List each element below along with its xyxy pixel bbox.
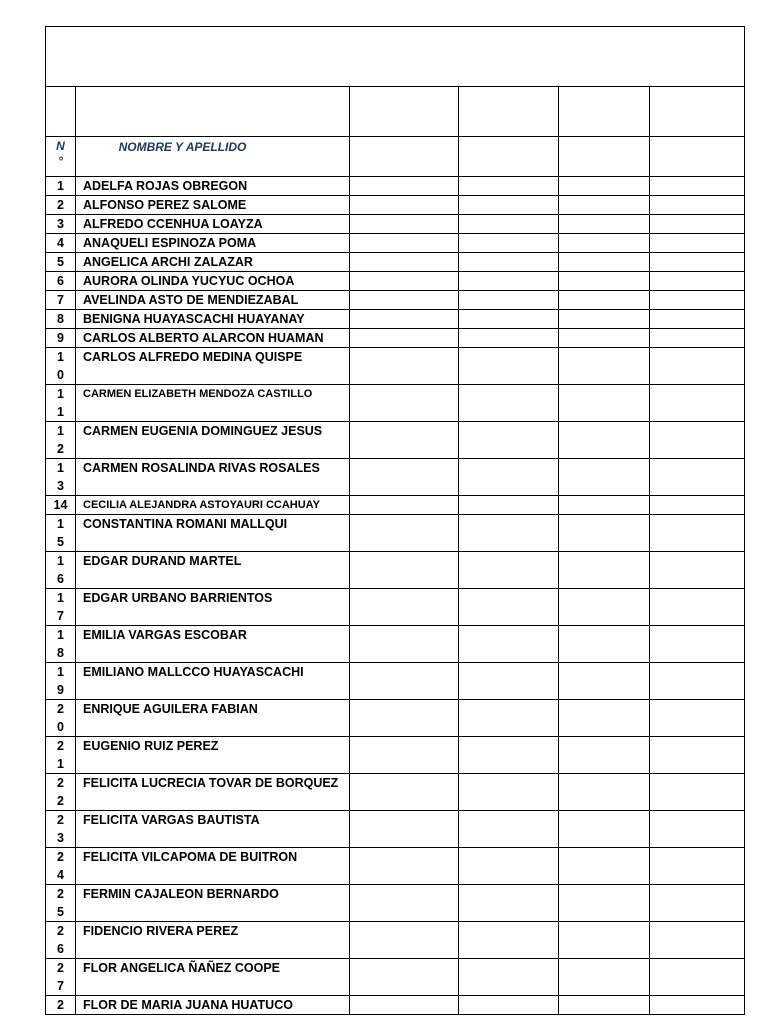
row-number: [46, 272, 76, 291]
number-header-line1: N: [56, 139, 65, 153]
row-number-line1: 2: [57, 924, 64, 938]
blank-cell: [559, 196, 650, 215]
blank-cell: [559, 496, 650, 515]
blank-cell: [650, 385, 745, 422]
blank-cell: [559, 234, 650, 253]
blank-cell: [350, 885, 459, 922]
row-number-line1: 1: [57, 628, 64, 642]
row-number-line2: 7: [57, 609, 64, 623]
row-number-line2: 1: [57, 405, 64, 419]
row-number-line2: 3: [57, 479, 64, 493]
blank-cell: [559, 737, 650, 774]
blank-cell: [559, 996, 650, 1015]
blank-cell: [650, 922, 745, 959]
blank-cell: [350, 215, 459, 234]
blank-cell: [459, 310, 559, 329]
blank-cell: [559, 310, 650, 329]
blank-cell: [350, 922, 459, 959]
row-number-line2: 0: [57, 720, 64, 734]
blank-cell: [559, 663, 650, 700]
row-number: [46, 552, 76, 589]
blank-cell: [650, 774, 745, 811]
blank-cell: [650, 589, 745, 626]
row-number-line2: 9: [57, 683, 64, 697]
blank-cell: [559, 959, 650, 996]
row-number: [46, 196, 76, 215]
row-number: [46, 348, 76, 385]
blank-cell: [559, 215, 650, 234]
blank-cell: [350, 385, 459, 422]
row-number-line1: 2: [57, 198, 64, 212]
person-name: CARLOS ALBERTO ALARCON HUAMAN: [76, 329, 350, 348]
table-row: [46, 589, 745, 626]
blank-cell: [459, 422, 559, 459]
table-row: [46, 811, 745, 848]
blank-cell: [350, 700, 459, 737]
blank-cell: [650, 885, 745, 922]
blank-cell: [350, 459, 459, 496]
number-header: [46, 137, 76, 177]
table-row: [46, 234, 745, 253]
row-number-line1: 2: [57, 887, 64, 901]
blank-cell: [650, 234, 745, 253]
row-number: [46, 737, 76, 774]
row-number-line1: 9: [57, 331, 64, 345]
blank-cell: [350, 811, 459, 848]
row-number-line1: 14: [53, 498, 68, 512]
row-number-line1: 2: [57, 813, 64, 827]
row-number-line2: 2: [57, 794, 64, 808]
blank-cell: [350, 663, 459, 700]
blank-cell: [459, 253, 559, 272]
blank-cell: [459, 959, 559, 996]
blank-cell: [559, 253, 650, 272]
row-number-line1: 1: [57, 387, 64, 401]
blank-cell: [459, 626, 559, 663]
table-row: [46, 291, 745, 310]
row-number: [46, 848, 76, 885]
number-header-line2: °: [58, 154, 63, 168]
blank-cell: [650, 348, 745, 385]
title-cell: [46, 27, 745, 87]
person-name: FELICITA VILCAPOMA DE BUITRON: [76, 848, 350, 885]
person-name: EDGAR URBANO BARRIENTOS: [76, 589, 350, 626]
blank-cell: [559, 700, 650, 737]
blank-cell: [459, 348, 559, 385]
row-number: [46, 496, 76, 515]
row-number-line2: 7: [57, 979, 64, 993]
blank-cell: [350, 996, 459, 1015]
person-name: ANAQUELI ESPINOZA POMA: [76, 234, 350, 253]
row-number: [46, 959, 76, 996]
blank-cell: [650, 848, 745, 885]
row-number: [46, 663, 76, 700]
blank-cell: [459, 137, 559, 177]
blank-cell: [350, 272, 459, 291]
row-number: [46, 515, 76, 552]
blank-cell: [350, 496, 459, 515]
blank-cell: [650, 329, 745, 348]
blank-cell: [459, 663, 559, 700]
table-row: [46, 253, 745, 272]
blank-cell: [350, 137, 459, 177]
row-number-line1: 1: [57, 517, 64, 531]
blank-cell: [559, 515, 650, 552]
row-number: [46, 589, 76, 626]
row-number-line1: 2: [57, 702, 64, 716]
blank-cell: [459, 272, 559, 291]
blank-cell: [650, 272, 745, 291]
blank-cell: [459, 329, 559, 348]
table-row: [46, 515, 745, 552]
blank-cell: [559, 177, 650, 196]
blank-cell: [650, 700, 745, 737]
blank-cell: [559, 885, 650, 922]
row-number-line1: 4: [57, 236, 64, 250]
person-name: AURORA OLINDA YUCYUC OCHOA: [76, 272, 350, 291]
person-name: CARMEN EUGENIA DOMINGUEZ JESUS: [76, 422, 350, 459]
row-number: [46, 459, 76, 496]
person-name: ENRIQUE AGUILERA FABIAN: [76, 700, 350, 737]
blank-cell: [650, 663, 745, 700]
row-number-line1: 2: [57, 850, 64, 864]
blank-cell: [350, 626, 459, 663]
row-number: [46, 996, 76, 1015]
blank-cell: [459, 811, 559, 848]
person-name: BENIGNA HUAYASCACHI HUAYANAY: [76, 310, 350, 329]
blank-cell: [650, 177, 745, 196]
table-row: [46, 196, 745, 215]
blank-cell: [350, 552, 459, 589]
row-number: [46, 385, 76, 422]
blank-cell: [459, 459, 559, 496]
blank-cell: [559, 87, 650, 137]
blank-cell: [559, 811, 650, 848]
blank-cell: [650, 515, 745, 552]
blank-cell: [650, 196, 745, 215]
name-header: NOMBRE Y APELLIDO: [76, 137, 350, 177]
blank-cell: [559, 459, 650, 496]
row-number-line1: 1: [57, 665, 64, 679]
person-name: FERMIN CAJALEON BERNARDO: [76, 885, 350, 922]
blank-cell: [459, 291, 559, 310]
row-number-line1: 2: [57, 739, 64, 753]
table-row: [46, 422, 745, 459]
row-number-line1: 7: [57, 293, 64, 307]
table-row: [46, 329, 745, 348]
blank-cell: [459, 552, 559, 589]
blank-cell: [350, 422, 459, 459]
blank-cell: [459, 589, 559, 626]
row-number-line2: 6: [57, 572, 64, 586]
blank-cell: [650, 552, 745, 589]
row-number-line2: 5: [57, 905, 64, 919]
person-name: ALFREDO CCENHUA LOAYZA: [76, 215, 350, 234]
blank-cell: [650, 422, 745, 459]
blank-cell: [46, 87, 76, 137]
blank-cell: [559, 348, 650, 385]
person-name: CONSTANTINA ROMANI MALLQUI: [76, 515, 350, 552]
person-name: FLOR DE MARIA JUANA HUATUCO: [76, 996, 350, 1015]
person-name: EMILIANO MALLCCO HUAYASCACHI: [76, 663, 350, 700]
row-number-line1: 2: [57, 776, 64, 790]
table-row: [46, 310, 745, 329]
blank-cell: [459, 515, 559, 552]
column-header-row: [46, 137, 745, 177]
row-number-line2: 6: [57, 942, 64, 956]
row-number-line1: 2: [57, 961, 64, 975]
person-name: FELICITA VARGAS BAUTISTA: [76, 811, 350, 848]
blank-cell: [459, 700, 559, 737]
row-number-line2: 3: [57, 831, 64, 845]
blank-cell: [350, 515, 459, 552]
blank-cell: [559, 137, 650, 177]
person-name: AVELINDA ASTO DE MENDIEZABAL: [76, 291, 350, 310]
table-row: [46, 663, 745, 700]
blank-cell: [350, 329, 459, 348]
blank-cell: [459, 848, 559, 885]
blank-cell: [559, 329, 650, 348]
person-name: FLOR ANGELICA ÑAÑEZ COOPE: [76, 959, 350, 996]
blank-cell: [350, 291, 459, 310]
blank-cell: [76, 87, 350, 137]
row-number-line2: 5: [57, 535, 64, 549]
blank-cell: [459, 215, 559, 234]
row-number: [46, 329, 76, 348]
blank-cell: [559, 774, 650, 811]
row-number-line2: 8: [57, 646, 64, 660]
blank-cell: [650, 253, 745, 272]
blank-cell: [559, 272, 650, 291]
table-row: [46, 215, 745, 234]
person-name: EUGENIO RUIZ PEREZ: [76, 737, 350, 774]
row-number: [46, 700, 76, 737]
row-number-line1: 1: [57, 350, 64, 364]
row-number: [46, 253, 76, 272]
row-number-line2: 4: [57, 868, 64, 882]
row-number-line2: 2: [57, 442, 64, 456]
row-number-line1: 1: [57, 179, 64, 193]
table-row: [46, 700, 745, 737]
blank-cell: [350, 959, 459, 996]
table-row: [46, 272, 745, 291]
blank-cell: [350, 737, 459, 774]
blank-cell: [650, 459, 745, 496]
blank-cell: [559, 848, 650, 885]
blank-header-row: [46, 87, 745, 137]
table-row: [46, 996, 745, 1015]
blank-cell: [459, 385, 559, 422]
blank-cell: [650, 215, 745, 234]
row-number-line1: 6: [57, 274, 64, 288]
person-name: EDGAR DURAND MARTEL: [76, 552, 350, 589]
blank-cell: [459, 774, 559, 811]
row-number-line1: 3: [57, 217, 64, 231]
person-name: ANGELICA ARCHI ZALAZAR: [76, 253, 350, 272]
blank-cell: [650, 959, 745, 996]
row-number: [46, 626, 76, 663]
table-row: [46, 774, 745, 811]
blank-cell: [559, 922, 650, 959]
row-number: [46, 885, 76, 922]
blank-cell: [350, 348, 459, 385]
person-name: ADELFA ROJAS OBREGON: [76, 177, 350, 196]
row-number: [46, 774, 76, 811]
person-name: CECILIA ALEJANDRA ASTOYAURI CCAHUAY: [76, 496, 350, 515]
row-number: [46, 922, 76, 959]
blank-cell: [650, 811, 745, 848]
row-number-line2: 0: [57, 368, 64, 382]
blank-cell: [559, 291, 650, 310]
person-name: EMILIA VARGAS ESCOBAR: [76, 626, 350, 663]
blank-cell: [459, 234, 559, 253]
blank-cell: [459, 196, 559, 215]
table-row: [46, 177, 745, 196]
person-name: ALFONSO PEREZ SALOME: [76, 196, 350, 215]
table-row: [46, 385, 745, 422]
person-name: CARMEN ROSALINDA RIVAS ROSALES: [76, 459, 350, 496]
row-number-line1: 1: [57, 591, 64, 605]
blank-cell: [459, 922, 559, 959]
person-name: CARMEN ELIZABETH MENDOZA CASTILLO: [76, 385, 350, 422]
table-row: [46, 348, 745, 385]
table-row: [46, 459, 745, 496]
blank-cell: [350, 848, 459, 885]
row-number-line1: 1: [57, 424, 64, 438]
blank-cell: [350, 774, 459, 811]
blank-cell: [650, 737, 745, 774]
blank-cell: [350, 87, 459, 137]
blank-cell: [559, 422, 650, 459]
blank-cell: [559, 552, 650, 589]
blank-cell: [459, 177, 559, 196]
row-number: [46, 422, 76, 459]
row-number: [46, 215, 76, 234]
blank-cell: [650, 291, 745, 310]
row-number: [46, 291, 76, 310]
row-number: [46, 234, 76, 253]
table-row: [46, 922, 745, 959]
table-row: [46, 552, 745, 589]
blank-cell: [459, 996, 559, 1015]
blank-cell: [650, 310, 745, 329]
table-row: [46, 848, 745, 885]
row-number-line1: 5: [57, 255, 64, 269]
blank-cell: [459, 737, 559, 774]
person-name: CARLOS ALFREDO MEDINA QUISPE: [76, 348, 350, 385]
blank-cell: [559, 385, 650, 422]
row-number-line1: 1: [57, 554, 64, 568]
blank-cell: [350, 253, 459, 272]
blank-cell: [350, 234, 459, 253]
table-row: [46, 496, 745, 515]
blank-cell: [350, 310, 459, 329]
table-row: [46, 626, 745, 663]
row-number-line1: 8: [57, 312, 64, 326]
row-number: [46, 811, 76, 848]
blank-cell: [459, 885, 559, 922]
blank-cell: [650, 496, 745, 515]
blank-cell: [650, 996, 745, 1015]
blank-cell: [559, 589, 650, 626]
row-number-line1: 2: [57, 998, 64, 1012]
row-number: [46, 177, 76, 196]
blank-cell: [459, 496, 559, 515]
attendance-table: [45, 26, 745, 1015]
person-name: FELICITA LUCRECIA TOVAR DE BORQUEZ: [76, 774, 350, 811]
row-number-line2: 1: [57, 757, 64, 771]
blank-cell: [350, 177, 459, 196]
blank-cell: [650, 87, 745, 137]
table-row: [46, 737, 745, 774]
blank-cell: [459, 87, 559, 137]
blank-cell: [350, 196, 459, 215]
blank-cell: [559, 626, 650, 663]
blank-cell: [650, 137, 745, 177]
table-row: [46, 959, 745, 996]
person-name: FIDENCIO RIVERA PEREZ: [76, 922, 350, 959]
table-row: [46, 885, 745, 922]
row-number: [46, 310, 76, 329]
blank-cell: [650, 626, 745, 663]
row-number-line1: 1: [57, 461, 64, 475]
blank-cell: [350, 589, 459, 626]
title-row: [46, 27, 745, 87]
